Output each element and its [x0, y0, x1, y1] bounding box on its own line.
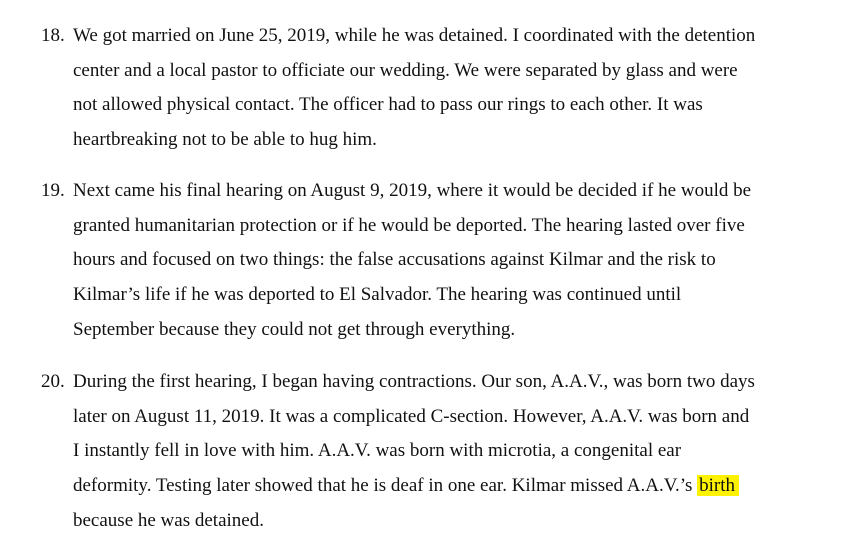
paragraph-line: During the first hearing, I began having contractions. Our son, A.A.V., was born two days — [73, 371, 755, 392]
paragraph-line: I instantly fell in love with him. A.A.V. was born with microtia, a congenital ear — [73, 440, 682, 462]
paragraph-line: heartbreaking not to be able to hug him. — [73, 129, 377, 151]
paragraph-line: center and a local pastor to officiate our wedding. We were separated by glass and were — [73, 59, 738, 81]
paragraph-line: hours and focused on two things: the false accusations against Kilmar and the risk to — [73, 249, 716, 271]
paragraph-number: 18. — [41, 25, 65, 46]
paragraph-line: deformity. Testing later showed that he is deaf in one ear. Kilmar missed A.A.V.’s — [73, 475, 693, 497]
paragraph-line: Next came his final hearing on August 9, 2019, where it would be decided if he would be — [73, 180, 752, 201]
paragraph-number: 19. — [41, 180, 65, 201]
paragraph-number: 20. — [41, 371, 65, 392]
paragraph-line: granted humanitarian protection or if he would be deported. The hearing lasted over five — [73, 214, 745, 236]
paragraph-line: because he was detained. — [73, 509, 264, 531]
paragraph-line-with-highlight — [73, 469, 739, 504]
paragraph-line: September because they could not get through everything. — [73, 318, 516, 340]
paragraph-line: later on August 11, 2019. It was a complicated C-section. However, A.A.V. was born and — [73, 405, 750, 427]
paragraph-line: Kilmar’s life if he was deported to El Salvador. The hearing was continued until — [73, 284, 682, 306]
highlighted-text: birth — [697, 475, 739, 496]
paragraph-line: not allowed physical contact. The officer had to pass our rings to each other. It was — [73, 94, 703, 116]
paragraph-line: We got married on June 25, 2019, while he was detained. I coordinated with the detention — [73, 25, 756, 46]
